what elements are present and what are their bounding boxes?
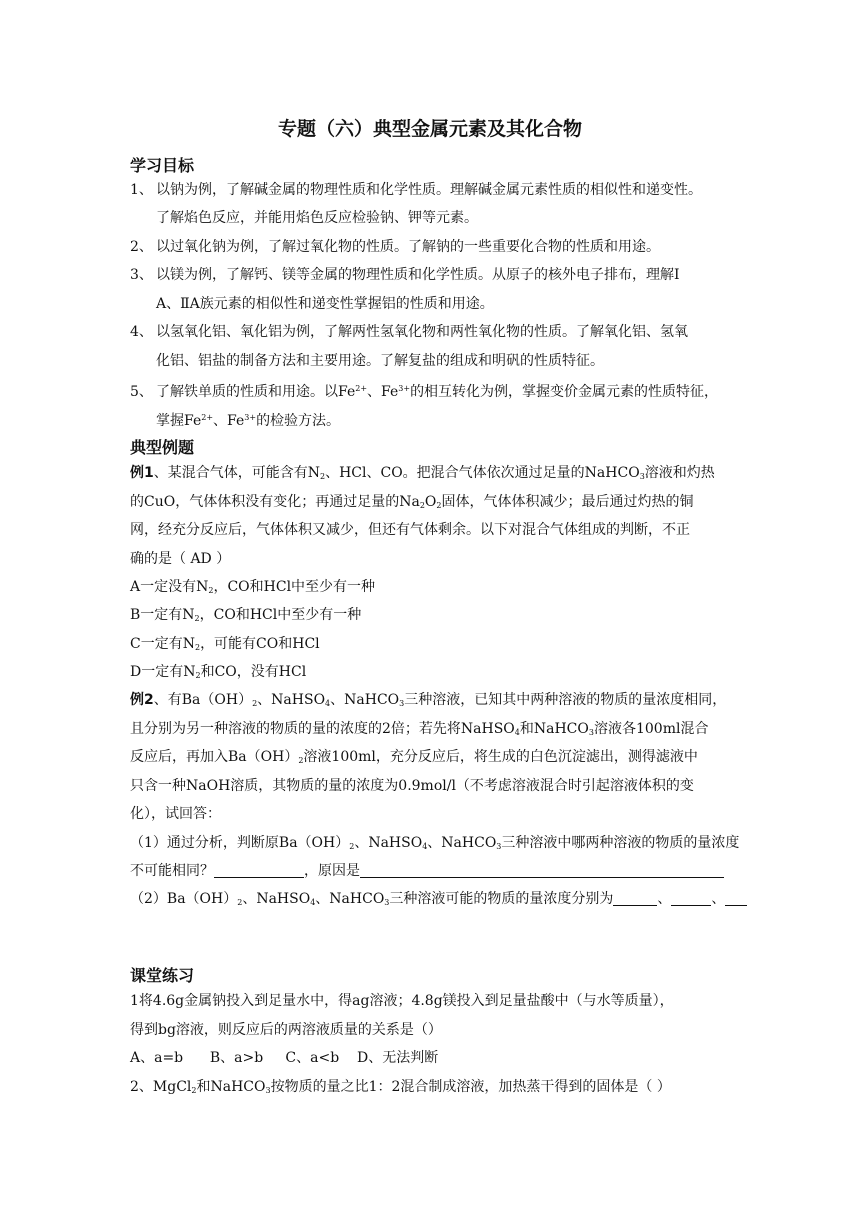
subscript: 2 — [320, 472, 326, 481]
subscript: 3 — [265, 1086, 271, 1095]
example-2-question-1 — [130, 833, 740, 857]
option-text: A一定没有N — [130, 579, 209, 595]
option-text: ，CO和HCl中至少有一种 — [213, 579, 376, 595]
example-text: 、HCl、CO。把混合气体依次通过足量的NaHCO — [325, 465, 640, 481]
superscript: 3+ — [398, 384, 411, 393]
example-text: 、NaHCO — [330, 692, 400, 708]
practice-1-line-2: 得到bg溶液，则反应后的两溶液质量的关系是（） — [130, 1022, 442, 1038]
example-2-line-4: 只含一种NaOH溶质，其物质的量的浓度为0.9mol/l（不考虑溶液混合时引起溶液体积的变 — [130, 778, 694, 794]
question-text: 、NaHSO — [242, 891, 311, 907]
practice-2-line-1 — [130, 1077, 730, 1101]
example-2-line-1 — [130, 690, 730, 714]
subscript: 2 — [208, 586, 214, 595]
goal-3-line-1 — [130, 265, 730, 285]
example-text: 、某混合气体，可能含有N — [153, 465, 320, 481]
goal-2-line-1 — [130, 237, 730, 257]
subscript: 2 — [194, 643, 201, 652]
example-text: 反应后，再加入Ba（OH） — [130, 749, 299, 765]
example-2-question-1-cont — [130, 861, 730, 881]
superscript: 2+ — [355, 384, 368, 393]
subscript: 4 — [325, 699, 331, 708]
goal-number: 4、 — [130, 324, 153, 340]
example-1-option-b — [130, 605, 730, 629]
subscript: 3 — [639, 472, 645, 481]
example-text: 和NaHCO — [519, 721, 589, 737]
goal-text: 以钠为例，了解碱金属的物理性质和化学性质。理解碱金属元素性质的相似性和递变性。 — [156, 182, 702, 198]
superscript: 2+ — [201, 413, 214, 422]
option-text: D一定有N — [130, 664, 196, 680]
example-label: 例1 — [130, 465, 154, 481]
separator: 、 — [657, 891, 672, 907]
subscript: 4 — [422, 842, 428, 851]
goal-text: 的检验方法。 — [256, 413, 341, 429]
practice-1-options: A、a=b B、a>b C、a<b D、无法判断 — [130, 1050, 439, 1066]
question-text: 不可能相同？ — [130, 863, 214, 879]
example-text: 三种溶液，已知其中两种溶液的物质的量浓度相同， — [404, 692, 727, 708]
example-1-line-2 — [130, 492, 730, 516]
option-text: B一定有N — [130, 607, 195, 623]
example-2-line-3 — [130, 747, 730, 771]
page-title: 专题（六）典型金属元素及其化合物 — [277, 118, 582, 140]
question-text: 、NaHSO — [354, 835, 423, 851]
goal-4-line-1 — [130, 322, 730, 342]
example-1-line-4: 确的是（ AD ） — [130, 551, 231, 567]
section-heading-examples: 典型例题 — [130, 438, 195, 457]
subscript: 2 — [298, 756, 304, 765]
goal-number: 5、 — [130, 384, 153, 400]
goal-5-line-1 — [130, 379, 730, 402]
goal-text: 以氢氧化铝、氧化铝为例，了解两性氢氧化物和两性氧化物的性质。了解氧化铝、氢氧 — [156, 324, 688, 340]
example-text: 的CuO，气体体积没有变化；再通过足量的Na — [130, 494, 420, 510]
example-text: 溶液各100ml混合 — [593, 721, 709, 737]
answer-blank[interactable] — [671, 890, 711, 906]
goal-text: 、Fe — [213, 413, 245, 429]
subscript: 3 — [588, 728, 594, 737]
subscript: 2 — [194, 614, 200, 623]
goal-text: 、Fe — [367, 384, 399, 400]
goal-text: 以过氧化钠为例，了解过氧化物的性质。了解钠的一些重要化合物的性质和用途。 — [156, 239, 660, 255]
example-1-line-1 — [130, 463, 730, 487]
question-text: 和NaHCO — [196, 1079, 266, 1095]
example-text: 、有Ba（OH） — [153, 692, 253, 708]
goal-text: 了解铁单质的性质和用途。以Fe — [156, 384, 356, 400]
example-2-line-2 — [130, 719, 730, 743]
question-text: ，原因是 — [304, 863, 360, 879]
subscript: 3 — [496, 842, 502, 851]
question-text: 2、MgCl — [130, 1079, 192, 1095]
question-text: 三种溶液可能的物质的量浓度分别为 — [389, 891, 614, 907]
example-text: 溶液和灼热 — [644, 465, 715, 481]
question-text: （1）通过分析，判断原Ba（OH） — [130, 835, 350, 851]
goal-number: 2、 — [130, 239, 153, 255]
example-1-line-3: 网，经充分反应后，气体体积又减少，但还有气体剩余。以下对混合气体组成的判断，不正 — [130, 522, 690, 538]
example-2-line-5: 化），试回答： — [130, 806, 221, 822]
subscript: 2 — [191, 1086, 197, 1095]
answer-blank[interactable] — [725, 890, 747, 906]
answer-blank[interactable] — [214, 862, 304, 878]
section-heading-practice: 课堂练习 — [130, 966, 195, 985]
goal-number: 3、 — [130, 267, 153, 283]
goal-text: 以镁为例，了解钙、镁等金属的物理性质和化学性质。从原子的核外电子排布，理解Ⅰ — [156, 267, 680, 283]
subscript: 2 — [436, 501, 442, 510]
example-text: 溶液100ml，充分反应后，将生成的白色沉淀滤出，测得滤液中 — [303, 749, 698, 765]
goal-text: 的相互转化为例，掌握变价金属元素的性质特征， — [410, 384, 719, 400]
question-text: （2）Ba（OH） — [130, 891, 238, 907]
question-text: 、NaHCO — [427, 835, 497, 851]
option-text: ，可能有CO和HCl — [200, 636, 320, 652]
subscript: 2 — [252, 699, 258, 708]
goal-number: 1、 — [130, 182, 153, 198]
subscript: 2 — [349, 842, 355, 851]
answer-blank[interactable] — [613, 890, 657, 906]
example-1-option-a — [130, 577, 730, 601]
example-text: 且分别为另一种溶液的物质的量的浓度的2倍；若先将NaHSO — [130, 721, 515, 737]
example-text: O — [424, 494, 437, 510]
goal-5-line-2 — [156, 408, 730, 431]
subscript: 4 — [310, 898, 316, 907]
example-label: 例2 — [130, 692, 154, 708]
example-2-question-2 — [130, 889, 730, 913]
answer-blank[interactable] — [360, 862, 724, 878]
example-1-option-d — [130, 662, 730, 686]
superscript: 3+ — [244, 413, 257, 422]
question-text: 三种溶液中哪两种溶液的物质的量浓度 — [501, 835, 740, 851]
subscript: 2 — [195, 671, 201, 680]
question-text: 、NaHCO — [315, 891, 385, 907]
example-text: 、NaHSO — [257, 692, 326, 708]
option-text: 和CO，没有HCl — [200, 664, 307, 680]
goal-3-line-2: A、ⅡA族元素的相似性和递变性掌握铝的性质和用途。 — [156, 296, 494, 312]
section-heading-goals: 学习目标 — [130, 156, 195, 175]
subscript: 2 — [419, 501, 425, 510]
example-1-option-c — [130, 634, 730, 658]
subscript: 3 — [399, 699, 405, 708]
goal-text: 掌握Fe — [156, 413, 202, 429]
goal-1-line-1 — [130, 180, 730, 200]
practice-1-line-1: 1将4.6g金属钠投入到足量水中，得ag溶液；4.8g镁投入到足量盐酸中（与水等质量）， — [130, 993, 674, 1009]
goal-1-line-2: 了解焰色反应，并能用焰色反应检验钠、钾等元素。 — [156, 210, 478, 226]
example-text: 固体，气体体积减少；最后通过灼热的铜 — [441, 494, 694, 510]
subscript: 2 — [237, 898, 243, 907]
subscript: 4 — [514, 728, 520, 737]
option-text: C一定有N — [130, 636, 195, 652]
goal-4-line-2: 化铝、铝盐的制备方法和主要用途。了解复盐的组成和明矾的性质特征。 — [156, 353, 604, 369]
option-text: ，CO和HCl中至少有一种 — [199, 607, 362, 623]
separator: 、 — [711, 891, 726, 907]
question-text: 按物质的量之比1：2混合制成溶液，加热蒸干得到的固体是（ ） — [270, 1079, 671, 1095]
subscript: 3 — [384, 898, 390, 907]
